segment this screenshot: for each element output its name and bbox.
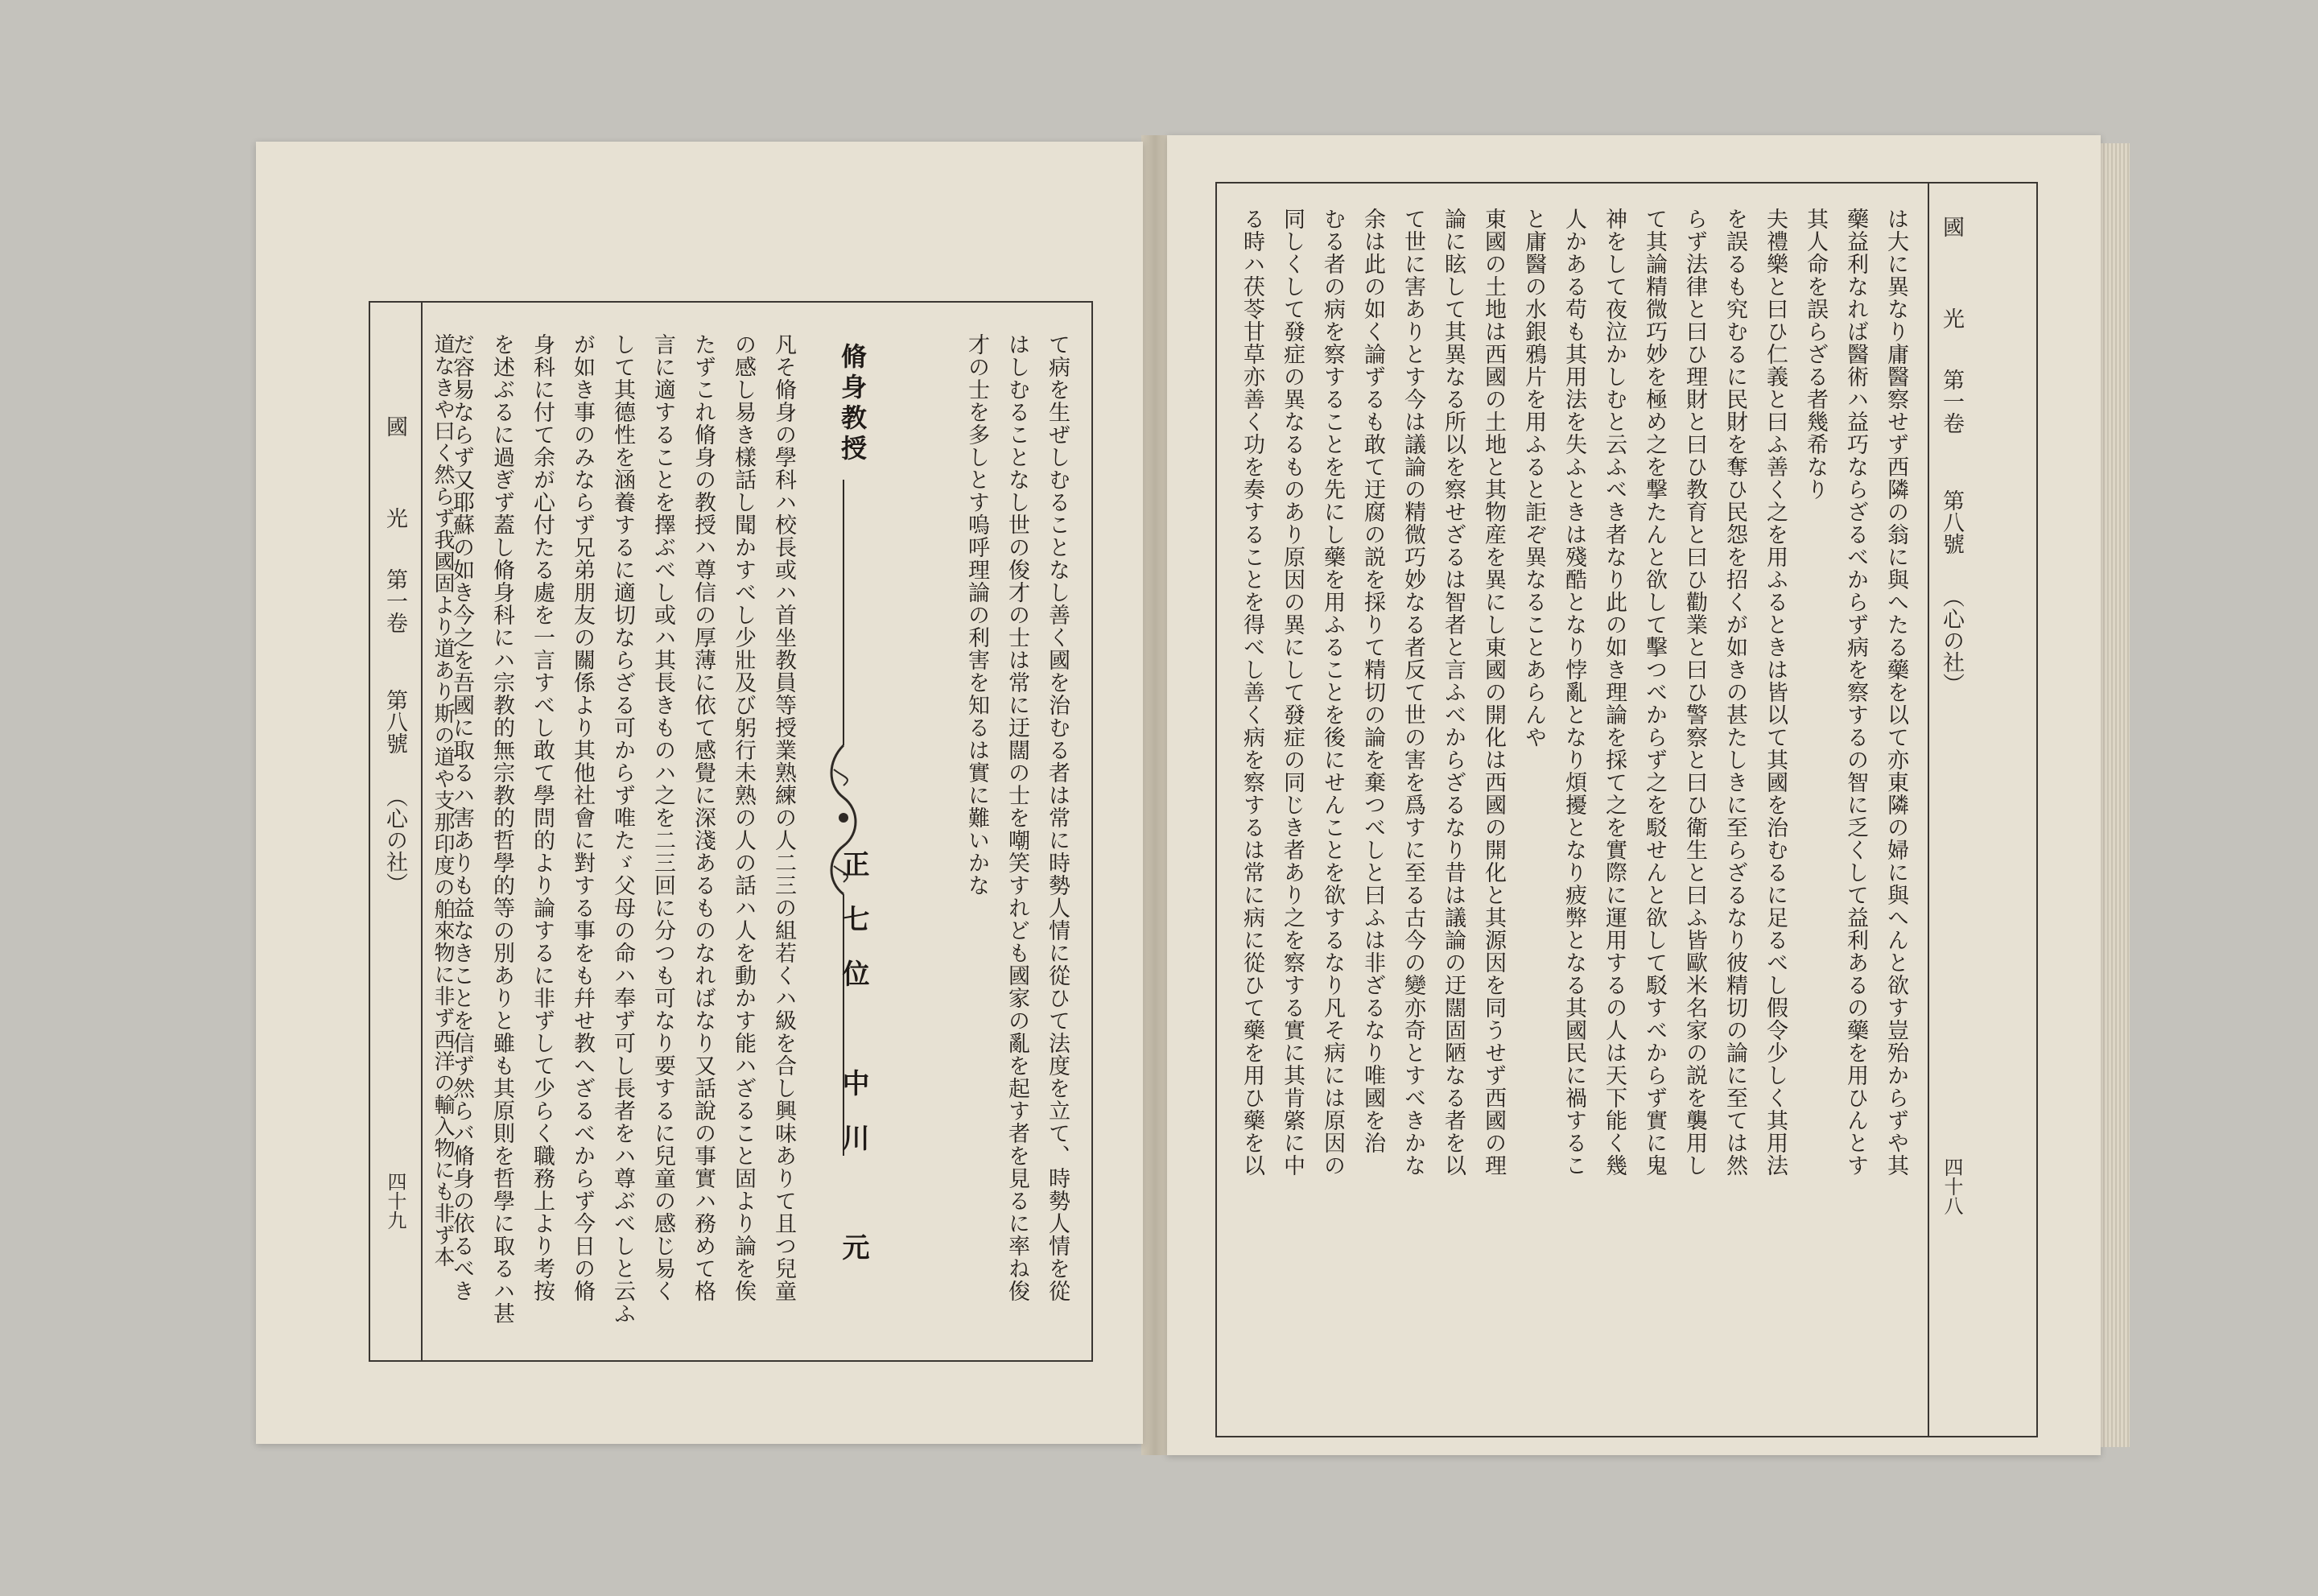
running-header-issue: 第八號	[1939, 489, 1964, 555]
text-line: を述ぶるに過ぎず蓋し脩身科にハ宗教的無宗教的哲學的等の別ありと雖も其原則を哲學に取るハ甚	[489, 333, 514, 1325]
text-line: 身科に付て余が心付たる處を一言すべし敢て學問的より論するに非ずして少らく職務上より考按	[530, 333, 555, 1302]
article-title: 脩身教授	[837, 343, 868, 465]
page-number: 四十九	[384, 1172, 406, 1230]
text-line: 東國の土地は西國の土地と其物産を異にし東國の開化は西國の開化と其源因を同うせず西國の理	[1481, 208, 1506, 1177]
text-line: 神をして夜泣かしむと云ふべき者なり此の如き理論を採て之を實際に運用するの人は天下能く幾	[1602, 208, 1627, 1177]
article-author: 正七位 中川 元	[837, 850, 869, 1288]
text-line: て其論精微巧妙を極め之を撃たんと欲して擊つべからず之を駁せんと欲して駁すべからず實に鬼	[1642, 208, 1667, 1177]
text-line: らず法律と曰ひ理財と曰ひ教育と曰ひ勸業と曰ひ警察と曰ひ衛生と曰ふ皆歐米名家の説を襲用し	[1682, 208, 1707, 1177]
text-line: 人かある苟も其用法を失ふときは殘酷となり悖亂となり煩擾となり疲弊となる其國民に禍するこ	[1561, 208, 1586, 1177]
header-rule	[421, 301, 423, 1362]
text-line: 余は此の如く論ずるも敢て迂腐の説を採りて精切の論を棄つべしと曰ふは非ざるなり唯國を治	[1360, 208, 1385, 1154]
text-line: だ容易ならず又耶蘇の如き今之を吾國に取るハ害ありも益なきことを信ず然らバ脩身の依るべき	[449, 333, 474, 1302]
text-line: 言に適することを擇ぶべし或ハ其長きものハ之を二三回に分つも可なり要するに兒童の感じ易く	[650, 333, 675, 1302]
running-header-journal: 國 光	[1939, 216, 1964, 353]
text-line: 其人命を誤らざる者幾希なり	[1803, 208, 1828, 501]
running-header-journal: 國 光	[382, 415, 407, 553]
text-line: 藥益利なれば醫術ハ益巧ならざるべからず病を察するの智に乏くして益利あるの藥を用ひんとす	[1843, 208, 1868, 1177]
text-line: 才の士を多しとす嗚呼理論の利害を知るは實に難いかな	[964, 333, 989, 897]
running-header-section: （心の社）	[1939, 586, 1964, 695]
text-line: が如き事のみならず兄弟朋友の關係より其他社會に對する事をも幷せ教へざるべからず今日の脩	[570, 333, 595, 1302]
text-line: 道なきや曰く然らず我國固より道あり斯の道や支那印度の舶來物に非ず西洋の輸入物にも非ず本	[431, 333, 455, 1268]
page-number: 四十八	[1941, 1157, 1963, 1215]
text-line: と庸醫の水銀鴉片を用ふると詎ぞ異なることあらんや	[1521, 208, 1546, 749]
text-line: 論に眩して其異なる所以を察せざるは智者と言ふべからざるなり昔は議論の迂闊固陋なる者を以	[1441, 208, 1466, 1177]
header-rule	[1928, 182, 1929, 1437]
text-line: して其德性を涵養するに適切ならざる可からず唯たゞ父母の命ハ奉ず可し長者をハ尊ぶべしと云ふ	[610, 333, 635, 1325]
text-line: たずこれ脩身の教授ハ尊信の厚薄に依て感覺に深淺あるものなればなり又話說の事實ハ務めて格	[691, 333, 716, 1302]
book-gutter	[1141, 135, 1169, 1455]
text-line: を誤るも究むるに民財を奪ひ民怨を招くが如きの甚たしきに至らざるなり彼精切の論に至ては然	[1722, 208, 1747, 1177]
text-line: は大に異なり庸醫察せず西隣の翁に與へたる藥を以て亦東隣の婦に與へんと欲す豈殆からずや其	[1883, 208, 1908, 1177]
running-header-volume: 第一卷	[382, 568, 407, 633]
text-line: て世に害ありとす今は議論の精微巧妙なる者反て世の害を爲すに至る古今の變亦奇とすべきかな	[1400, 208, 1425, 1177]
text-line: の感し易き樣話し聞かすべし少壯及び躬行未熟の人の話ハ人を動かす能ハざること固より論を俟	[731, 333, 756, 1302]
text-line: 同しくして發症の異なるものあり原因の異にして發症の同じき者あり之を察する實に其肯綮に中	[1280, 208, 1305, 1177]
text-line: 夫禮樂と曰ひ仁義と曰ふ善く之を用ふるときは皆以て其國を治むるに足るべし假令少しく其用法	[1763, 208, 1788, 1177]
running-header-section: （心の社）	[382, 786, 407, 894]
running-header-volume: 第一卷	[1939, 369, 1964, 434]
left-page	[256, 142, 1143, 1444]
text-line: むる者の病を察することを先にし藥を用ふることを後にせんことを欲するなり凡そ病には原因の	[1320, 208, 1345, 1177]
right-page	[1167, 135, 2101, 1455]
text-line: る時ハ茯苓甘草亦善く功を奏することを得べし善く病を察するは常に病に從ひて藥を用ひ藥を以	[1239, 208, 1264, 1177]
text-line: はしむることなし世の俊才の士は常に迂闊の士を嘲笑すれども國家の亂を起す者を見るに率ね俊	[1004, 333, 1029, 1302]
text-line: 凡そ脩身の學科ハ校長或ハ首坐教員等授業熟練の人二三の組若くハ級を合し興味ありて且つ兒童	[771, 333, 796, 1302]
running-header-issue: 第八號	[382, 689, 407, 754]
text-line: て病を生ぜしむることなし善く國を治むる者は常に時勢人情に從ひて法度を立て、時勢人情を從	[1045, 333, 1070, 1302]
